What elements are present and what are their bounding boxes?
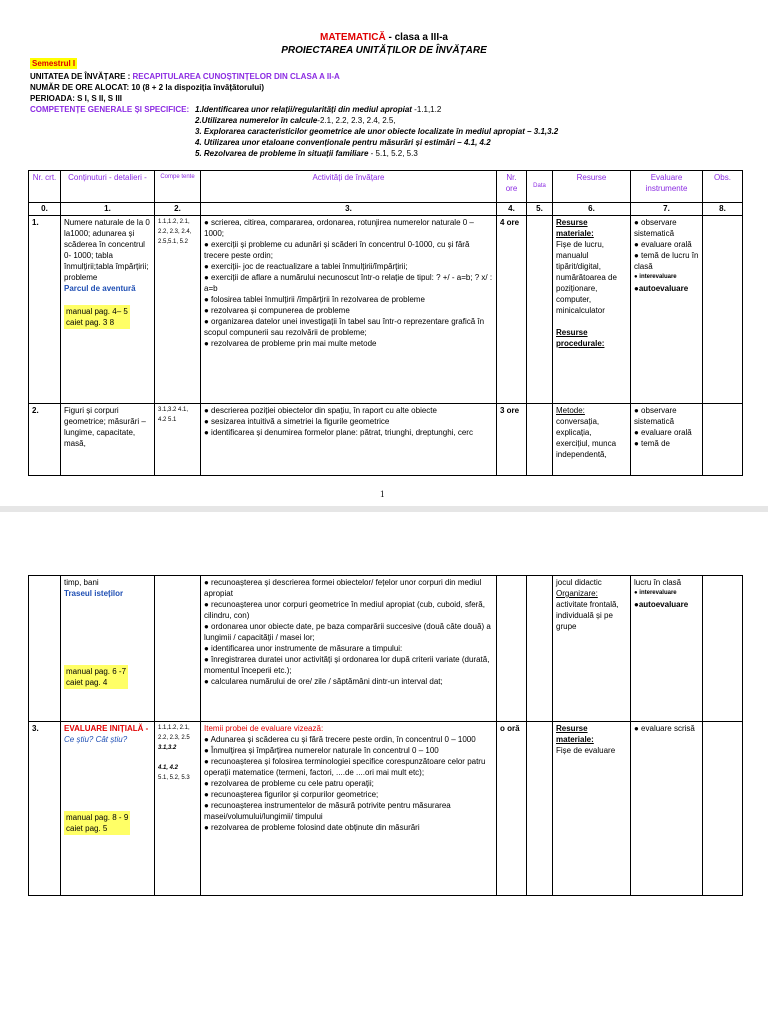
- competence-1: 1.Identificarea unor relații/regularități din mediul apropiat -1.1,1.2: [195, 105, 442, 114]
- unit-line: UNITATEA DE ÎNVĂȚARE : RECAPITULAREA CUNOȘTINȚELOR DIN CLASA A II-A: [30, 72, 340, 81]
- col-content: Conținuturi - detalieri -: [61, 171, 155, 203]
- page-2: [0, 512, 768, 1024]
- row-resources: Resurse materiale: Fișe de evaluare: [553, 722, 631, 896]
- row-hours: 3 ore: [497, 404, 527, 476]
- document-subtitle: PROIECTAREA UNITĂȚILOR DE ÎNVĂȚARE: [281, 45, 487, 56]
- semester-label: Semestrul I: [32, 59, 76, 68]
- competences-label: COMPETENȚE GENERALE ȘI SPECIFICE:: [30, 105, 190, 114]
- row-hours: o oră: [497, 722, 527, 896]
- row-content: EVALUARE INIȚIALĂ - Ce știu? Cât știu? manual pag. 8 - 9 caiet pag. 5: [61, 722, 155, 896]
- row-content: Numere naturale de la 0 la1000; adunarea și scăderea în concentrul 0- 1000; tabla înmulțirii;tabla împărțirii; probleme Parcul de aventură manual pag. 4– 5 caiet pag. 3 8: [61, 216, 155, 404]
- row-hours: 4 ore: [497, 216, 527, 404]
- col-nr: Nr. crt.: [29, 171, 61, 203]
- row-evaluation: ● observare sistematică ● evaluare orală ● temă de: [631, 404, 703, 476]
- table-row: [29, 722, 743, 896]
- row-nr: 2.: [29, 404, 61, 476]
- col-obs: Obs.: [703, 171, 743, 203]
- row-content: timp, bani Traseul isteților manual pag. 6 -7 caiet pag. 4: [61, 576, 155, 722]
- row-evaluation: lucru în clasă ● interevaluare ●autoevaluare: [631, 576, 703, 722]
- plan-table: [28, 170, 743, 476]
- row-comp: 1.1,1.2, 2.1, 2.2, 2.3, 2.5 3.1,3.2 4.1, 4.2 5.1, 5.2, 5.3: [155, 722, 201, 896]
- row-resources: Metode: conversația, explicația, exercițiul, munca independentă,: [553, 404, 631, 476]
- row-content: Figuri și corpuri geometrice; măsurări – lungime, capacitate, masă,: [61, 404, 155, 476]
- competence-5: 5. Rezolvarea de probleme în situații familiare - 5.1, 5.2, 5.3: [195, 149, 418, 158]
- row-resources: jocul didactic Organizare: activitate frontală, individuală și pe grupe: [553, 576, 631, 722]
- hours-line: NUMĂR DE ORE ALOCAT: 10 (8 + 2 la dispoziția învățătorului): [30, 83, 265, 92]
- row-nr: 3.: [29, 722, 61, 896]
- col-evaluation: Evaluare instrumente: [631, 171, 703, 203]
- column-number-row: 0. 1. 2. 3. 4. 5. 6. 7. 8.: [29, 203, 743, 216]
- col-resources: Resurse: [553, 171, 631, 203]
- content-link: Traseul isteților: [64, 589, 124, 598]
- row-obs: [703, 216, 743, 404]
- content-link: Parcul de aventură: [64, 284, 136, 293]
- row-date: [527, 404, 553, 476]
- competence-4: 4. Utilizarea unor etaloane convenționale pentru măsurări și estimări – 4.1, 4.2: [195, 138, 491, 147]
- col-hours: Nr. ore: [497, 171, 527, 203]
- col-activities: Activități de învățare: [201, 171, 497, 203]
- col-comp: Compe tente: [155, 171, 201, 203]
- table-row: [29, 576, 743, 722]
- table-header-row: [29, 171, 743, 203]
- competence-3: 3. Explorarea caracteristicilor geometrice ale unor obiecte localizate în mediul apropiat – 3.1,3.2: [195, 127, 559, 136]
- row-date: [527, 216, 553, 404]
- row-activities: ● recunoașterea și descrierea formei obiectelor/ fețelor unor corpuri din mediul apropiat ● recunoașterea unor corpuri geometrice în mediul apropiat (cub, cuboid, sferă, cilindru, con) ● ordonarea unor obiecte date, pe baza comparării succesive (două câte două) a lungimii / capacității / masei lor; ● identificarea unor instrumente de măsurare a timpului: ● înregistrarea duratei unor activități și ordonarea lor după criterii variate (durată, momentul începerii etc.); ● calcularea numărului de ore/ zile / săptămâni dintr-un interval dat;: [201, 576, 497, 722]
- period-line: PERIOADA: S I, S II, S III: [30, 94, 123, 103]
- row-evaluation: ● observare sistematică ● evaluare orală ● temă de lucru în clasă ● interevaluare ●autoevaluare: [631, 216, 703, 404]
- row-comp: 1.1,1.2, 2.1, 2.2, 2.3, 2.4, 2.5,5.1, 5.2: [155, 216, 201, 404]
- row-resources: Resurse materiale: Fișe de lucru, manualul tipărit/digital, numărătoarea de poziționare, computer, minicalculator Resurse procedurale:: [553, 216, 631, 404]
- row-evaluation: ● evaluare scrisă: [631, 722, 703, 896]
- manual-ref: manual pag. 8 - 9 caiet pag. 5: [66, 813, 129, 833]
- col-date: Data: [527, 171, 553, 203]
- row-obs: [703, 404, 743, 476]
- row-activities: ● scrierea, citirea, compararea, ordonarea, rotunjirea numerelor naturale 0 – 1000; ● exerciții și probleme cu adunări și scăderi în concentrul 0-1000, cu și fără trecere peste ordin; ● exerciții- joc de reactualizare a tablei înmulțirii/împărțirii; ● exerciții de aflare a numărului necunoscut într-o relație de tipul: ? +/ - a=b; ? x/ : a=b ● folosirea tablei înmulțirii /împărțirii în rezolvarea de probleme ● rezolvarea și compunerea de probleme ● organizarea datelor unei investigații în tabel sau într-o reprezentare grafică în scopul compunerii sau rezolvării de probleme; ● rezolvarea de probleme prin mai multe metode: [201, 216, 497, 404]
- manual-ref: manual pag. 4– 5 caiet pag. 3 8: [66, 307, 128, 327]
- page-number: 1: [380, 489, 385, 499]
- plan-table-continued: [28, 575, 743, 896]
- competence-2: 2.Utilizarea numerelor în calcule-2.1, 2.2, 2.3, 2.4, 2.5,: [195, 116, 396, 125]
- row-activities: ● descrierea poziției obiectelor din spațiu, în raport cu alte obiecte ● sesizarea intuitivă a simetriei la figurile geometrice ● identificarea și denumirea formelor plane: pătrat, triunghi, dreptunghi, cerc: [201, 404, 497, 476]
- row-activities: Itemii probei de evaluare vizează: ● Adunarea și scăderea cu și fără trecere peste ordin, în concentrul 0 – 1000 ● Înmulțirea și împărțirea numerelor naturale în concentrul 0 – 100 ● recunoașterea și folosirea terminologiei specifice corespunzătoare celor patru operații matematice (termeni, factori, ....de ....ori mai mult etc); ● rezolvarea de probleme cu cele patru operații; ● recunoașterea figurilor și corpurilor geometrice; ● recunoașterea instrumentelor de măsură potrivite pentru măsurarea masei/volumului/lungimii/ timpului ● rezolvarea de probleme folosind date obținute din măsurări: [201, 722, 497, 896]
- table-row: [29, 216, 743, 404]
- table-row: [29, 404, 743, 476]
- row-nr: 1.: [29, 216, 61, 404]
- document-title: MATEMATICĂ - clasa a III-a: [320, 32, 448, 43]
- row-comp: 3.1,3.2 4.1, 4.2 5.1: [155, 404, 201, 476]
- manual-ref: manual pag. 6 -7 caiet pag. 4: [66, 667, 127, 687]
